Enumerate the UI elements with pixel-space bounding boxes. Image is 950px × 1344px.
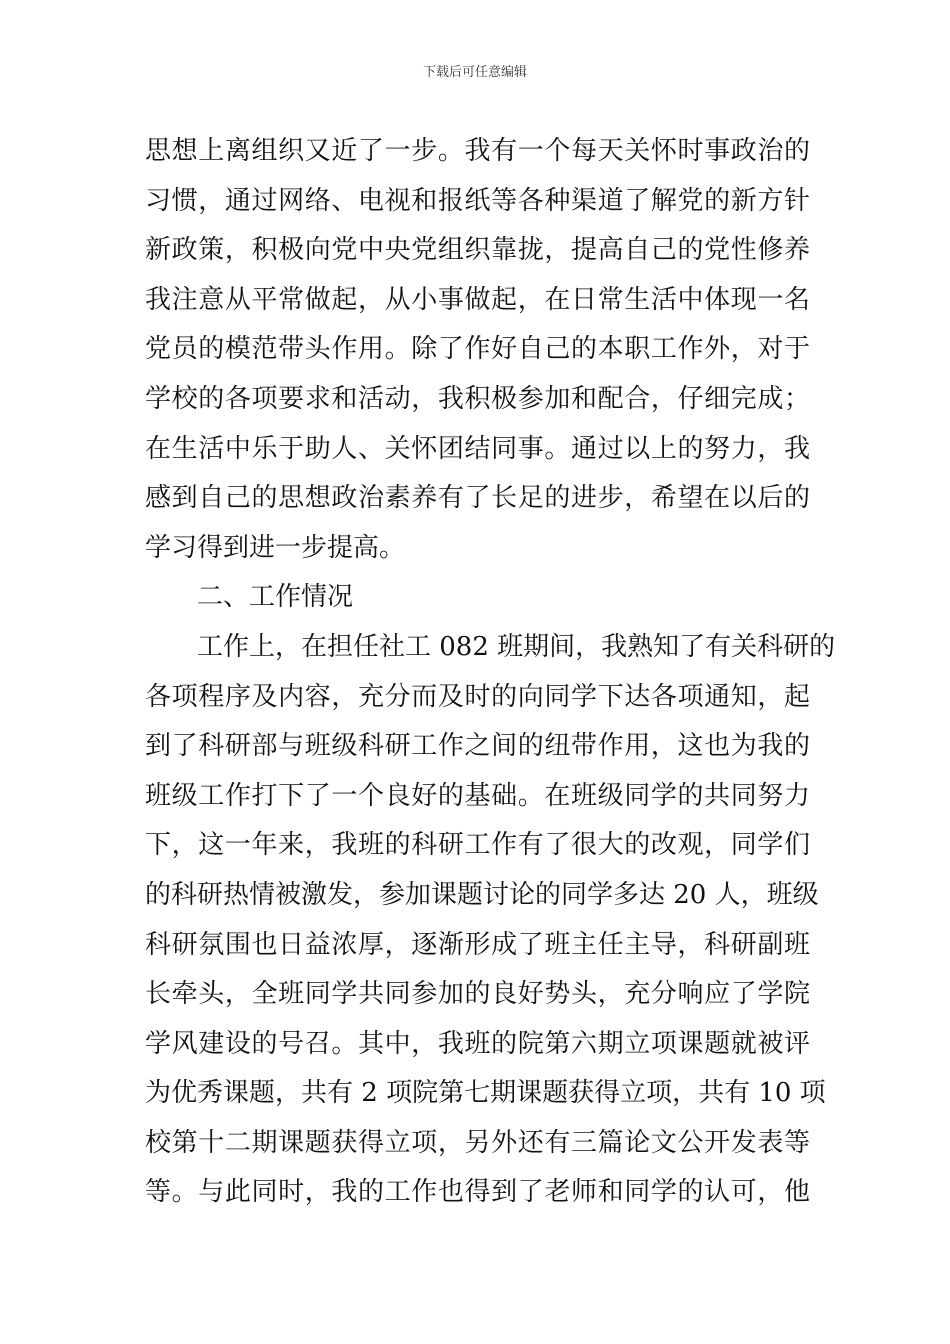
text-line: 党员的模范带头作用。除了作好自己的本职工作外，对于 bbox=[145, 334, 810, 365]
text-line: 我注意从平常做起，从小事做起，在日常生活中体现一名 bbox=[145, 284, 810, 315]
text-line: 长牵头，全班同学共同参加的良好势头，充分响应了学院 bbox=[145, 979, 810, 1010]
text-line: 在生活中乐于助人、关怀团结同事。通过以上的努力，我 bbox=[145, 433, 810, 464]
page-header: 下载后可任意编辑 bbox=[422, 65, 527, 80]
text-line: 学风建设的号召。其中，我班的院第六期立项课题就被评 bbox=[145, 1028, 810, 1059]
text-line: 各项程序及内容，充分而及时的向同学下达各项通知，起 bbox=[145, 681, 810, 712]
text-line: 科研氛围也日益浓厚，逐渐形成了班主任主导，科研副班 bbox=[145, 929, 810, 960]
text-line: 思想上离组织又近了一步。我有一个每天关怀时事政治的 bbox=[145, 136, 810, 166]
text-line: 的科研热情被激发，参加课题讨论的同学多达 20 人，班级 bbox=[145, 879, 819, 910]
text-line: 学习得到进一步提高。 bbox=[145, 532, 406, 563]
text-line: 等。与此同时，我的工作也得到了老师和同学的认可，他 bbox=[145, 1177, 810, 1208]
text-line: 学校的各项要求和活动，我积极参加和配合，仔细完成； bbox=[145, 383, 810, 414]
text-line: 为优秀课题，共有 2 项院第七期课题获得立项，共有 10 项 bbox=[145, 1078, 826, 1109]
text-line: 新政策，积极向党中央党组织靠拢，提高自己的党性修养 bbox=[145, 235, 810, 266]
document-body bbox=[145, 127, 836, 1218]
text-line: 工作上，在担任社工 082 班期间，我熟知了有关科研的 bbox=[197, 631, 836, 662]
text-line: 校第十二期课题获得立项，另外还有三篇论文公开发表等 bbox=[145, 1127, 810, 1158]
text-line: 感到自己的思想政治素养有了长足的进步，希望在以后的 bbox=[145, 483, 810, 514]
text-line: 下，这一年来，我班的科研工作有了很大的改观，同学们 bbox=[145, 830, 810, 861]
section-heading: 二、工作情况 bbox=[197, 582, 354, 613]
text-line: 习惯，通过网络、电视和报纸等各种渠道了解党的新方针 bbox=[145, 185, 810, 216]
text-line: 班级工作打下了一个良好的基础。在班级同学的共同努力 bbox=[145, 780, 810, 811]
text-line: 到了科研部与班级科研工作之间的纽带作用，这也为我的 bbox=[145, 731, 810, 762]
